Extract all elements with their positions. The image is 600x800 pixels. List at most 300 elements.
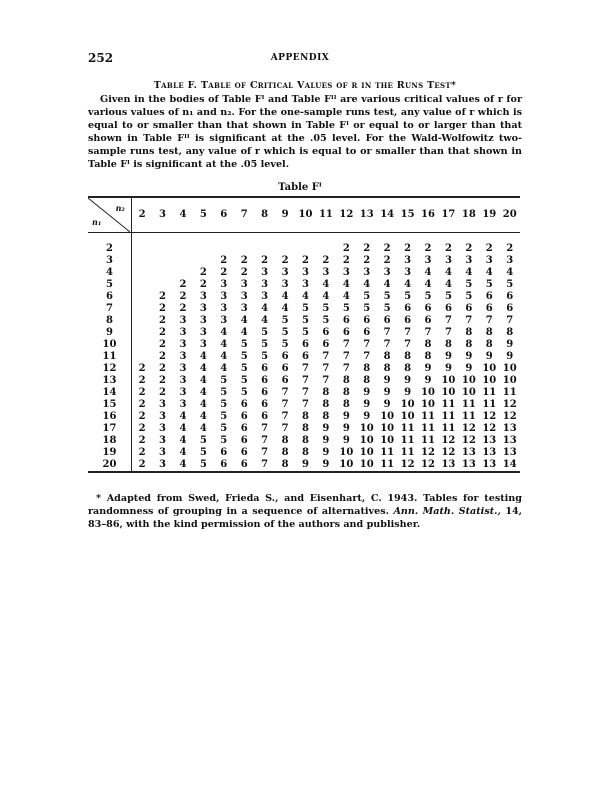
table-cell: 2 — [281, 255, 289, 266]
table-cell: 8 — [281, 447, 289, 458]
column-header: 7 — [234, 198, 254, 233]
table-cell: 13 — [461, 447, 476, 458]
table-cell: 13 — [502, 435, 517, 446]
table-cell: 8 — [465, 327, 473, 338]
table-cell: 8 — [281, 435, 289, 446]
row-label: 12 — [88, 363, 131, 375]
table-cell: 10 — [482, 363, 497, 374]
table-cell: 5 — [506, 279, 514, 290]
table-cell: 7 — [383, 327, 391, 338]
column-header: 17 — [438, 198, 458, 233]
table-cell: 10 — [441, 375, 456, 386]
table-cell: 11 — [482, 387, 497, 398]
table-row — [88, 279, 520, 291]
table-cell: 8 — [342, 387, 350, 398]
table-cell: 6 — [261, 399, 269, 410]
table-cell: 13 — [502, 447, 517, 458]
table-cell: 3 — [159, 399, 166, 410]
table-cell: 8 — [404, 351, 412, 362]
table-cell: 4 — [220, 363, 228, 374]
table-cell: 4 — [220, 351, 228, 362]
table-cell: 12 — [400, 459, 415, 470]
table-cell: 4 — [281, 291, 289, 302]
table-cell: 5 — [404, 291, 412, 302]
table-cell: 10 — [339, 447, 354, 458]
table-row — [88, 459, 520, 471]
table-cell — [131, 267, 152, 279]
table-cell: 9 — [404, 387, 412, 398]
table-row — [88, 303, 520, 315]
table-cell: 2 — [138, 399, 146, 410]
table-cell: 3 — [240, 303, 248, 314]
table-cell: 3 — [261, 279, 269, 290]
table-cell: 5 — [383, 291, 391, 302]
table-row — [88, 315, 520, 327]
table-cell — [131, 339, 152, 351]
table-cell: 6 — [363, 327, 371, 338]
table-cell: 11 — [482, 399, 497, 410]
table-cell — [131, 243, 152, 255]
table-cell: 8 — [301, 423, 309, 434]
table-cell: 9 — [465, 351, 473, 362]
row-label: 8 — [88, 315, 131, 327]
table-cell: 4 — [220, 339, 228, 350]
table-cell: 13 — [441, 459, 456, 470]
table-cell: 7 — [444, 315, 452, 326]
table-cell: 8 — [485, 339, 493, 350]
table-cell: 3 — [159, 435, 166, 446]
table-cell: 7 — [261, 435, 269, 446]
table-cell: 3 — [159, 411, 166, 422]
table-cell: 8 — [281, 459, 289, 470]
table-cell: 6 — [220, 459, 228, 470]
table-cell: 2 — [383, 243, 391, 254]
row-label: 6 — [88, 291, 131, 303]
table-cell: 7 — [301, 375, 309, 386]
table-cell: 6 — [261, 363, 269, 374]
column-header: 5 — [193, 198, 213, 233]
table-cell: 6 — [322, 327, 330, 338]
table-cell: 9 — [506, 339, 514, 350]
table-cell: 4 — [465, 267, 473, 278]
table-cell: 6 — [342, 315, 350, 326]
table-cell: 11 — [441, 411, 456, 422]
row-label: 7 — [88, 303, 131, 315]
table-cell: 8 — [322, 411, 330, 422]
table-cell: 12 — [441, 435, 456, 446]
column-header: 3 — [152, 198, 172, 233]
table-cell: 5 — [220, 423, 228, 434]
table-cell: 12 — [421, 459, 435, 470]
table-cell: 12 — [502, 411, 517, 422]
table-cell: 3 — [179, 399, 187, 410]
table-row — [88, 351, 520, 363]
corner-cell — [88, 198, 131, 233]
table-cell: 10 — [400, 399, 415, 410]
row-label: 15 — [88, 399, 131, 411]
table-cell: 3 — [281, 279, 289, 290]
table-cell: 3 — [199, 291, 207, 302]
table-cell: 7 — [322, 363, 330, 374]
table-cell: 3 — [220, 291, 228, 302]
table-cell: 9 — [383, 375, 391, 386]
table-cell: 9 — [444, 363, 452, 374]
table-cell: 7 — [342, 363, 350, 374]
table-cell: 7 — [383, 339, 391, 350]
table-cell: 4 — [424, 279, 432, 290]
table-cell: 7 — [363, 339, 371, 350]
table-cell — [214, 243, 234, 255]
table-cell: 2 — [138, 447, 146, 458]
table-cell: 2 — [220, 255, 228, 266]
table-cell: 2 — [159, 327, 166, 338]
table-cell: 8 — [424, 351, 432, 362]
table-cell: 6 — [240, 411, 248, 422]
table-cell — [173, 267, 193, 279]
table-cell: 2 — [485, 243, 493, 254]
table-cell: 13 — [502, 423, 517, 434]
table-cell: 4 — [179, 423, 187, 434]
table-cell: 7 — [363, 351, 371, 362]
table-cell: 5 — [281, 327, 289, 338]
table-cell: 4 — [444, 267, 452, 278]
table-cell: 5 — [240, 351, 248, 362]
column-header: 9 — [275, 198, 295, 233]
table-cell: 7 — [301, 363, 309, 374]
table-cell: 6 — [444, 303, 452, 314]
table-cell: 8 — [424, 339, 432, 350]
table-cell: 4 — [342, 279, 350, 290]
table-cell: 3 — [159, 459, 166, 470]
table-cell: 3 — [404, 267, 412, 278]
table-cell: 3 — [240, 279, 248, 290]
table-cell: 3 — [485, 255, 493, 266]
row-label: 2 — [88, 243, 131, 255]
table-cell: 8 — [342, 375, 350, 386]
table-cell — [193, 243, 213, 255]
table-cell: 11 — [400, 447, 415, 458]
table-cell: 4 — [261, 315, 269, 326]
table-cell: 5 — [322, 303, 330, 314]
table-cell: 11 — [400, 435, 415, 446]
table-cell: 12 — [421, 447, 435, 458]
table-cell: 5 — [383, 303, 391, 314]
table-cell — [131, 327, 152, 339]
table-cell: 2 — [240, 267, 248, 278]
table-cell: 10 — [461, 387, 476, 398]
column-header: 18 — [459, 198, 479, 233]
table-cell: 2 — [179, 291, 187, 302]
table-cell: 5 — [261, 327, 269, 338]
table-cell: 6 — [383, 315, 391, 326]
table-row — [88, 291, 520, 303]
table-cell: 9 — [322, 423, 330, 434]
table-cell: 3 — [179, 327, 187, 338]
table-cell: 2 — [220, 267, 228, 278]
table-cell: 13 — [461, 459, 476, 470]
table-cell: 5 — [220, 387, 228, 398]
table-cell: 3 — [199, 339, 207, 350]
table-cell: 2 — [159, 315, 166, 326]
table-cell: 12 — [441, 447, 456, 458]
table-cell: 12 — [482, 423, 497, 434]
table-cell: 2 — [138, 435, 146, 446]
table-cell: 2 — [363, 255, 371, 266]
table-cell: 9 — [424, 375, 432, 386]
table-cell: 3 — [404, 255, 412, 266]
table-cell: 3 — [342, 267, 350, 278]
table-cell: 13 — [482, 459, 497, 470]
table-cell: 11 — [502, 387, 517, 398]
table-cell: 6 — [240, 459, 248, 470]
table-cell — [131, 291, 152, 303]
table-cell — [131, 255, 152, 267]
table-cell: 6 — [485, 303, 493, 314]
table-cell: 6 — [424, 315, 432, 326]
table-cell: 7 — [342, 339, 350, 350]
table-cell: 4 — [322, 291, 330, 302]
table-cell: 2 — [199, 267, 207, 278]
table-cell: 9 — [322, 447, 330, 458]
table-cell: 7 — [322, 375, 330, 386]
footnote — [88, 492, 522, 531]
table-cell: 10 — [359, 423, 374, 434]
table-cell: 4 — [322, 279, 330, 290]
table-cell: 7 — [342, 351, 350, 362]
table-cell: 8 — [485, 327, 493, 338]
table-cell: 7 — [281, 423, 289, 434]
table-cell: 7 — [404, 327, 412, 338]
footnote-journal: Ann. Math. Statist., — [393, 506, 501, 517]
table-cell: 2 — [159, 387, 166, 398]
table-cell — [173, 243, 193, 255]
table-cell: 7 — [301, 387, 309, 398]
table-cell: 7 — [322, 351, 330, 362]
table-cell: 4 — [199, 399, 207, 410]
table-cell: 4 — [199, 423, 207, 434]
table-cell: 5 — [199, 459, 207, 470]
table-cell: 11 — [400, 423, 415, 434]
table-cell: 3 — [506, 255, 514, 266]
table-cell: 9 — [363, 399, 371, 410]
table-cell: 2 — [138, 375, 146, 386]
table-cell: 5 — [485, 279, 493, 290]
table-cell: 6 — [424, 303, 432, 314]
table-cell: 8 — [301, 411, 309, 422]
table-bottom-rule — [88, 471, 520, 473]
table-cell: 8 — [383, 351, 391, 362]
table-cell: 4 — [444, 279, 452, 290]
table-cell: 9 — [363, 387, 371, 398]
column-header: 14 — [377, 198, 397, 233]
table-cell: 7 — [261, 447, 269, 458]
row-label: 9 — [88, 327, 131, 339]
table-cell: 5 — [363, 303, 371, 314]
table-cell: 7 — [404, 339, 412, 350]
footnote-volume: 14, — [505, 506, 523, 517]
table-row — [88, 435, 520, 447]
table-cell: 4 — [261, 303, 269, 314]
table-cell: 3 — [363, 267, 371, 278]
row-label: 11 — [88, 351, 131, 363]
table-cell — [152, 267, 172, 279]
table-cell: 4 — [281, 303, 289, 314]
table-cell: 3 — [199, 303, 207, 314]
table-cell: 6 — [240, 399, 248, 410]
row-label: 5 — [88, 279, 131, 291]
table-cell: 11 — [380, 447, 395, 458]
table-cell: 2 — [322, 255, 330, 266]
table-cell: 6 — [220, 447, 228, 458]
table-cell: 4 — [301, 291, 309, 302]
table-cell: 11 — [421, 411, 435, 422]
table-cell: 4 — [199, 351, 207, 362]
table-cell: 6 — [261, 375, 269, 386]
column-header: 12 — [336, 198, 356, 233]
table-cell: 6 — [485, 291, 493, 302]
table-cell: 7 — [301, 399, 309, 410]
table-cell: 3 — [301, 267, 309, 278]
table-cell: 5 — [199, 435, 207, 446]
table-cell: 9 — [322, 459, 330, 470]
table-cell: 9 — [424, 363, 432, 374]
table-cell: 6 — [342, 327, 350, 338]
table-cell: 9 — [485, 351, 493, 362]
table-cell — [152, 243, 172, 255]
intro-paragraph: Given in the bodies of Table Fᴵ and Table Fᴵᴵ are various critical values of r for various values of n₁ and n₂. For the one-sample runs test, any value of r which is equal to or smaller than that shown in Table Fᴵ or equal to or larger than that shown in Table Fᴵᴵ is significant at the .05 level. For the Wald-Wolfowitz two-sample runs test, any value of r which is equal to or smaller than that shown in Table Fᴵ is significant at the .05 level. — [88, 94, 522, 170]
table-cell: 4 — [506, 267, 514, 278]
table-cell: 6 — [322, 339, 330, 350]
column-header: 20 — [499, 198, 520, 233]
table-cell: 4 — [485, 267, 493, 278]
table-cell: 3 — [179, 351, 187, 362]
table-cell: 6 — [281, 375, 289, 386]
table-cell: 6 — [404, 315, 412, 326]
table-cell: 2 — [159, 303, 166, 314]
table-cell: 12 — [461, 435, 476, 446]
table-row — [88, 243, 520, 255]
table-cell: 6 — [363, 315, 371, 326]
table-cell: 2 — [159, 339, 166, 350]
footnote-pages: 83–86, with the kind permission of the authors and publisher. — [88, 519, 421, 530]
table-cell: 3 — [281, 267, 289, 278]
table-cell: 2 — [179, 303, 187, 314]
table-cell: 6 — [281, 351, 289, 362]
table-cell: 10 — [482, 375, 497, 386]
row-label: 14 — [88, 387, 131, 399]
table-cell: 5 — [261, 339, 269, 350]
table-cell: 11 — [461, 399, 476, 410]
table-cell: 2 — [159, 375, 166, 386]
table-cell: 6 — [301, 351, 309, 362]
table-row — [88, 423, 520, 435]
table-cell: 5 — [240, 339, 248, 350]
critical-values-table-wrap — [88, 196, 520, 473]
table-cell: 10 — [421, 399, 435, 410]
table-cell: 14 — [502, 459, 517, 470]
table-cell: 3 — [465, 255, 473, 266]
column-header: 13 — [357, 198, 377, 233]
table-cell: 2 — [506, 243, 514, 254]
table-cell: 9 — [342, 411, 350, 422]
table-cell: 11 — [421, 423, 435, 434]
table-cell: 3 — [220, 303, 228, 314]
table-cell: 8 — [506, 327, 514, 338]
table-cell: 5 — [301, 315, 309, 326]
table-cell: 3 — [301, 279, 309, 290]
table-cell: 7 — [281, 387, 289, 398]
table-cell: 4 — [240, 327, 248, 338]
table-cell: 13 — [482, 447, 497, 458]
table-cell: 11 — [380, 459, 395, 470]
column-header: 4 — [173, 198, 193, 233]
table-cell: 5 — [465, 291, 473, 302]
table-cell: 9 — [383, 387, 391, 398]
table-cell: 6 — [506, 291, 514, 302]
table-cell: 2 — [261, 255, 269, 266]
table-cell: 9 — [383, 399, 391, 410]
table-cell: 2 — [159, 351, 166, 362]
critical-values-table — [88, 198, 520, 471]
row-label: 17 — [88, 423, 131, 435]
table-cell: 2 — [383, 255, 391, 266]
table-cell: 10 — [502, 375, 517, 386]
table-cell: 2 — [138, 387, 146, 398]
table-cell: 7 — [465, 315, 473, 326]
table-cell: 7 — [506, 315, 514, 326]
table-cell: 10 — [359, 459, 374, 470]
table-cell: 8 — [465, 339, 473, 350]
table-cell: 8 — [404, 363, 412, 374]
column-header: 11 — [316, 198, 336, 233]
table-cell: 8 — [363, 375, 371, 386]
table-cell: 6 — [301, 339, 309, 350]
table-cell: 7 — [261, 459, 269, 470]
table-cell: 4 — [179, 411, 187, 422]
table-cell: 2 — [363, 243, 371, 254]
table-cell: 10 — [339, 459, 354, 470]
table-cell: 5 — [322, 315, 330, 326]
table-cell: 4 — [179, 459, 187, 470]
table-cell: 7 — [444, 327, 452, 338]
table-cell — [173, 255, 193, 267]
table-cell: 6 — [240, 447, 248, 458]
table-cell: 3 — [383, 267, 391, 278]
table-cell: 10 — [502, 363, 517, 374]
table-cell: 10 — [400, 411, 415, 422]
table-cell: 2 — [465, 243, 473, 254]
table-cell: 2 — [444, 243, 452, 254]
table-cell: 2 — [342, 243, 350, 254]
table-cell: 7 — [281, 411, 289, 422]
table-title: Table F. Table of Critical Values of r in the Runs Test* — [153, 80, 457, 91]
table-cell: 3 — [261, 291, 269, 302]
table-cell: 10 — [359, 435, 374, 446]
table-cell: 11 — [461, 411, 476, 422]
table-cell: 11 — [421, 435, 435, 446]
table-cell — [316, 243, 336, 255]
table-cell: 3 — [261, 267, 269, 278]
table-cell: 2 — [179, 279, 187, 290]
subtable-title: Table Fᴵ — [278, 182, 322, 193]
table-cell: 3 — [179, 363, 187, 374]
table-cell: 9 — [342, 423, 350, 434]
table-cell: 3 — [179, 375, 187, 386]
table-cell: 7 — [485, 315, 493, 326]
table-cell: 4 — [199, 387, 207, 398]
table-cell: 9 — [363, 411, 371, 422]
table-cell: 3 — [220, 315, 228, 326]
